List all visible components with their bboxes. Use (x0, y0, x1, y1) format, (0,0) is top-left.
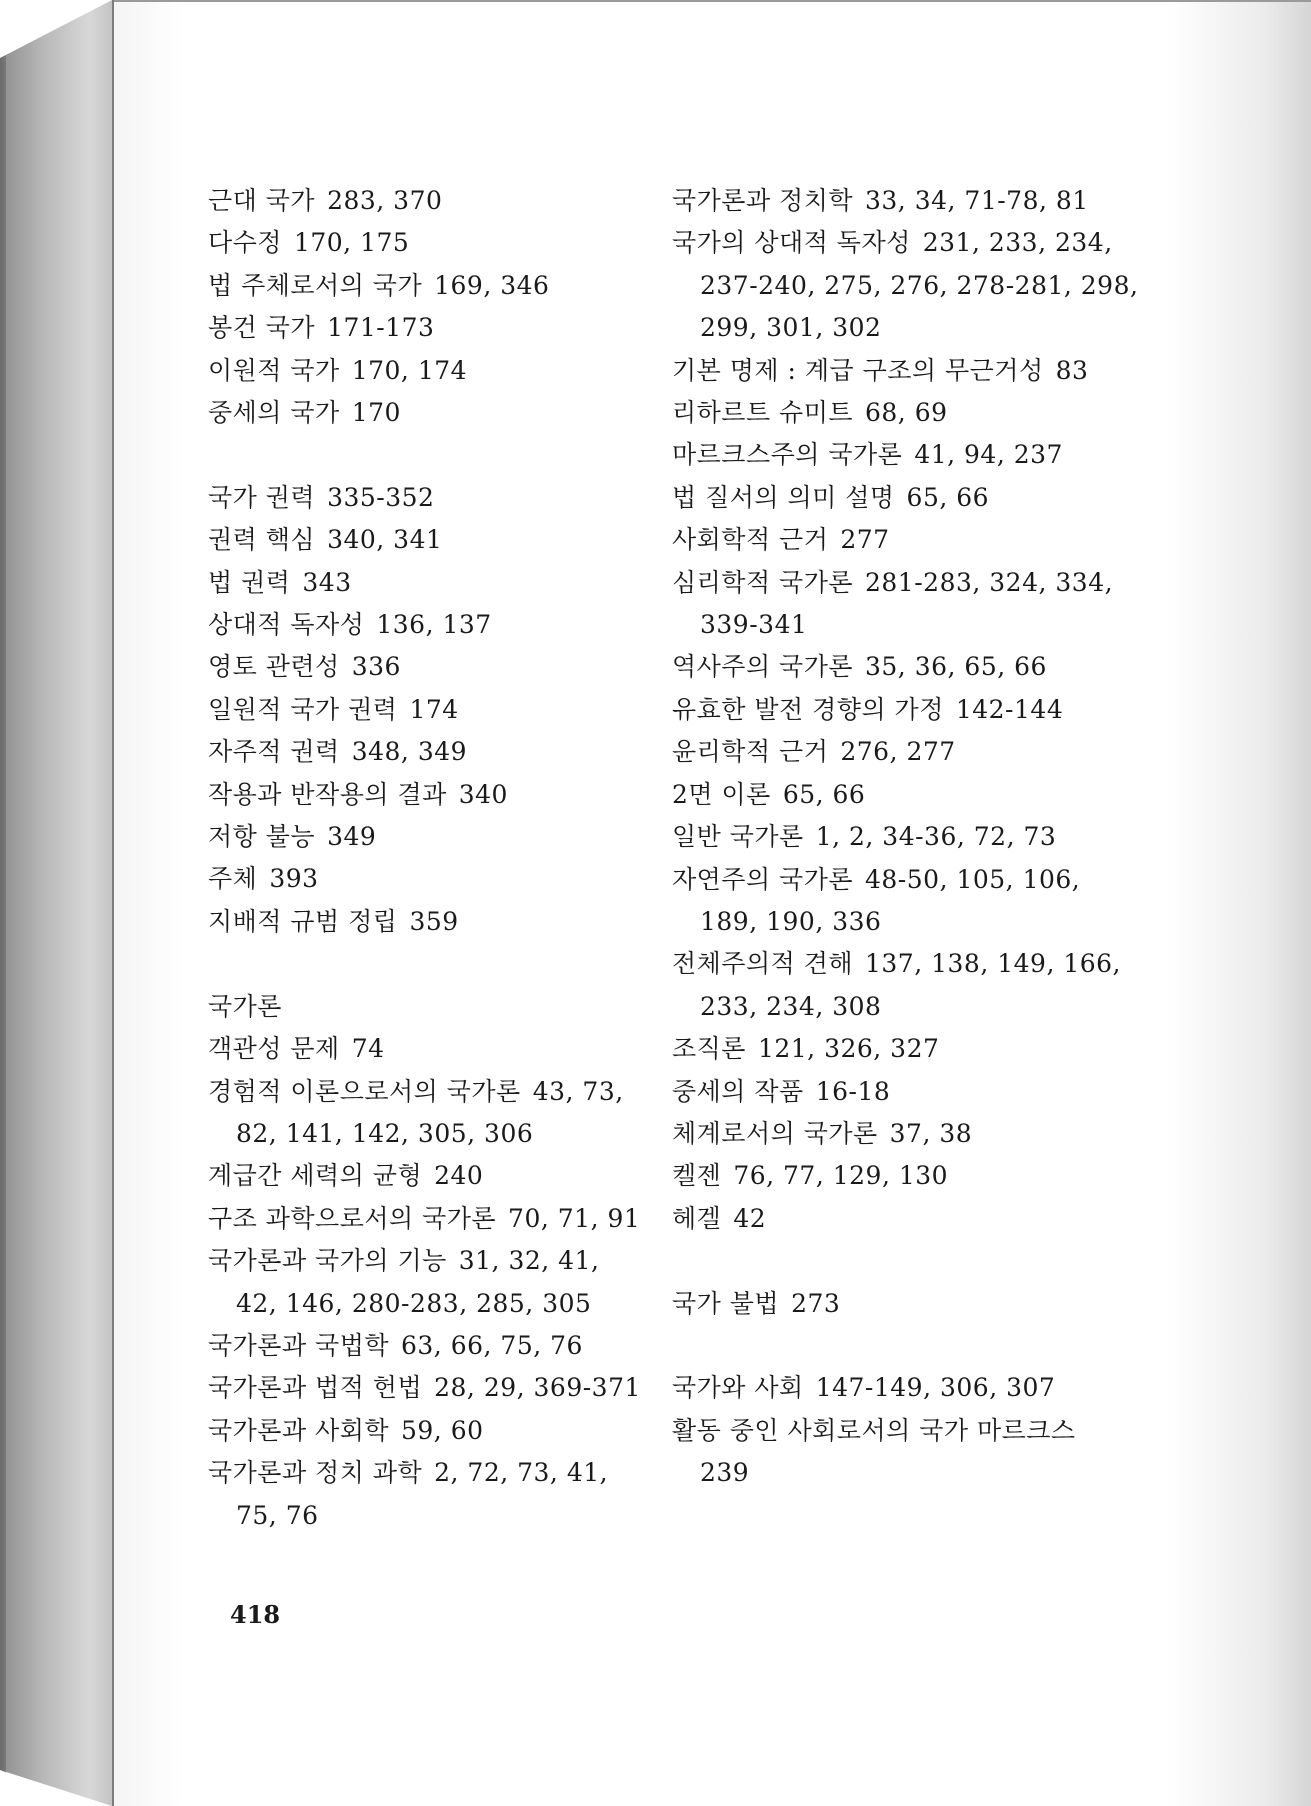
index-entry (672, 180, 1112, 222)
index-term: 켈젠 (672, 1161, 722, 1191)
index-gap (672, 1240, 1112, 1282)
index-entry (208, 858, 648, 900)
index-pages: 170 (351, 398, 401, 428)
index-entry (208, 1198, 648, 1240)
index-pages: 142-144 (955, 694, 1064, 724)
index-pages: 63, 66, 75, 76 (401, 1330, 583, 1360)
index-term: 역사주의 국가론 (672, 652, 853, 682)
index-gap (208, 943, 648, 985)
index-term: 리하르트 슈미트 (672, 398, 853, 428)
index-entry-continuation: 339-341 (700, 610, 808, 640)
index-entry (208, 1028, 648, 1070)
index-entry (672, 350, 1112, 392)
index-entry (208, 392, 648, 434)
index-term: 국가 권력 (208, 482, 316, 512)
index-term: 국가론 (208, 991, 282, 1021)
index-pages: 16-18 (815, 1076, 891, 1106)
index-pages: 231, 233, 234, (922, 228, 1113, 258)
index-entry (672, 519, 1112, 561)
index-entry (208, 1452, 648, 1494)
index-term: 자연주의 국가론 (672, 864, 853, 894)
index-entry (208, 816, 648, 858)
index-entry (672, 392, 1112, 434)
index-entry (672, 859, 1112, 901)
index-term: 국가론과 정치 과학 (208, 1458, 423, 1488)
index-term: 권력 핵심 (208, 525, 316, 555)
index-term: 활동 중인 사회로서의 국가 마르크스 (672, 1415, 1076, 1445)
index-entry (672, 1155, 1112, 1197)
index-pages: 31, 32, 41, (458, 1246, 600, 1276)
index-entry (672, 1410, 1112, 1452)
index-term: 주체 (208, 864, 258, 894)
index-entry (208, 1410, 648, 1452)
index-entry (208, 604, 648, 646)
index-term: 법 권력 (208, 567, 291, 597)
page-number: 418 (230, 1600, 281, 1629)
index-entry (208, 307, 648, 349)
index-pages: 1, 2, 34-36, 72, 73 (815, 822, 1057, 852)
index-entry-continuation: 239 (700, 1458, 750, 1488)
index-pages: 35, 36, 65, 66 (865, 652, 1047, 682)
index-gap (672, 1325, 1112, 1367)
index-entry (672, 943, 1121, 985)
index-pages: 74 (351, 1034, 385, 1064)
index-term: 자주적 권력 (208, 737, 340, 767)
index-entry (672, 477, 1112, 519)
index-pages: 335-352 (327, 482, 435, 512)
index-term: 봉건 국가 (208, 313, 316, 343)
index-pages: 393 (269, 864, 319, 894)
index-entry (208, 646, 648, 688)
index-entry (672, 646, 1112, 688)
index-term: 조직론 (672, 1034, 746, 1064)
index-pages: 283, 370 (327, 186, 443, 215)
index-entry (208, 689, 648, 731)
index-term: 국가와 사회 (672, 1373, 804, 1403)
index-term: 영토 관련성 (208, 652, 340, 682)
index-pages: 277 (840, 525, 890, 555)
index-entry (672, 562, 1112, 604)
index-pages: 28, 29, 369-371 (434, 1373, 641, 1403)
index-pages: 76, 77, 129, 130 (733, 1161, 949, 1191)
index-term: 이원적 국가 (208, 355, 340, 385)
index-term: 일원적 국가 권력 (208, 694, 398, 724)
index-term: 국가론과 국가의 기능 (208, 1246, 447, 1276)
index-pages: 37, 38 (889, 1118, 973, 1148)
index-pages: 171-173 (327, 313, 435, 343)
index-term: 기본 명제 : 계급 구조의 무근거성 (672, 355, 1044, 385)
index-pages: 65, 66 (782, 779, 866, 809)
index-pages: 33, 34, 71-78, 81 (865, 186, 1089, 215)
index-pages: 42 (733, 1203, 767, 1233)
index-pages: 136, 137 (376, 610, 492, 640)
index-term: 일반 국가론 (672, 822, 804, 852)
index-pages: 137, 138, 149, 166, (865, 949, 1121, 979)
index-entry (672, 731, 1112, 773)
index-term: 심리학적 국가론 (672, 567, 853, 597)
index-pages: 65, 66 (906, 482, 990, 512)
index-entry (208, 1155, 648, 1197)
index-pages: 240 (434, 1161, 484, 1191)
index-entry (208, 731, 648, 773)
index-term: 다수정 (208, 228, 282, 258)
index-entry-continuation: 75, 76 (236, 1500, 319, 1530)
index-entry (208, 350, 648, 392)
index-entry-continuation: 299, 301, 302 (700, 313, 882, 343)
index-entry-continuation: 42, 146, 280-283, 285, 305 (236, 1288, 592, 1318)
index-term: 유효한 발전 경향의 가정 (672, 694, 944, 724)
index-entry (208, 519, 648, 561)
book-spine (0, 0, 112, 1806)
index-entry (208, 1325, 648, 1367)
index-entry (672, 434, 1112, 476)
index-pages: 147-149, 306, 307 (815, 1373, 1056, 1403)
index-pages: 2, 72, 73, 41, (434, 1458, 609, 1488)
index-gap (208, 434, 648, 476)
index-pages: 83 (1055, 355, 1089, 385)
index-entry (672, 1113, 1112, 1155)
index-entry (672, 816, 1112, 858)
index-term: 윤리학적 근거 (672, 737, 829, 767)
index-pages: 343 (302, 567, 352, 597)
index-entry-continuation: 237-240, 275, 276, 278-281, 298, (700, 270, 1139, 300)
index-term: 중세의 국가 (208, 398, 340, 428)
index-entry (208, 774, 648, 816)
index-term: 국가론과 정치학 (672, 186, 853, 215)
index-entry (208, 901, 648, 943)
index-pages: 70, 71, 91 (508, 1203, 641, 1233)
index-entry-continuation: 189, 190, 336 (700, 906, 882, 936)
index-pages: 121, 326, 327 (757, 1034, 940, 1064)
index-entry-continuation: 82, 141, 142, 305, 306 (236, 1118, 534, 1148)
index-entry (672, 1071, 1112, 1113)
index-entry (672, 1283, 1112, 1325)
index-entry (208, 986, 648, 1028)
index-term: 국가론과 법적 헌법 (208, 1373, 423, 1403)
index-entry (208, 222, 648, 264)
index-pages: 43, 73, (532, 1076, 624, 1106)
index-entry (208, 265, 648, 307)
index-pages: 349 (327, 822, 377, 852)
index-pages: 340, 341 (327, 525, 443, 555)
index-pages: 348, 349 (351, 737, 468, 767)
index-entry (672, 1028, 1112, 1070)
index-term: 저항 불능 (208, 822, 316, 852)
index-term: 사회학적 근거 (672, 525, 829, 555)
index-term: 전체주의적 견해 (672, 949, 853, 979)
index-term: 법 질서의 의미 설명 (672, 482, 895, 512)
index-term: 경험적 이론으로서의 국가론 (208, 1076, 521, 1106)
page-fold-line (112, 0, 114, 1806)
index-entry (208, 1071, 648, 1113)
index-column-right (672, 180, 1139, 1495)
index-pages: 170, 175 (293, 228, 410, 258)
index-term: 국가론과 사회학 (208, 1415, 389, 1445)
index-entry (208, 1240, 648, 1282)
index-term: 법 주체로서의 국가 (208, 270, 423, 300)
index-term: 지배적 규범 정립 (208, 906, 398, 936)
index-pages: 170, 174 (351, 355, 468, 385)
index-pages: 340 (458, 779, 508, 809)
index-term: 국가 불법 (672, 1288, 780, 1318)
index-entry (672, 774, 1112, 816)
index-term: 마르크스주의 국가론 (672, 440, 903, 470)
index-term: 중세의 작품 (672, 1076, 804, 1106)
index-term: 근대 국가 (208, 186, 316, 215)
index-term: 작용과 반작용의 결과 (208, 779, 447, 809)
index-pages: 174 (409, 694, 459, 724)
index-pages: 273 (791, 1288, 841, 1318)
index-term: 상대적 독자성 (208, 610, 365, 640)
index-term: 계급간 세력의 균형 (208, 1161, 423, 1191)
index-entry (208, 477, 648, 519)
index-entry (672, 1198, 1112, 1240)
index-column-left (208, 180, 648, 1537)
index-pages: 359 (409, 906, 459, 936)
index-term: 국가의 상대적 독자성 (672, 228, 911, 258)
index-entry-continuation: 233, 234, 308 (700, 991, 882, 1021)
index-pages: 48-50, 105, 106, (865, 864, 1081, 894)
index-entry (672, 1367, 1112, 1409)
index-term: 구조 과학으로서의 국가론 (208, 1203, 497, 1233)
index-entry (208, 180, 648, 222)
index-pages: 59, 60 (401, 1415, 484, 1445)
index-pages: 336 (351, 652, 401, 682)
index-term: 국가론과 국법학 (208, 1330, 389, 1360)
index-entry (672, 689, 1112, 731)
index-pages: 68, 69 (865, 398, 948, 428)
index-term: 객관성 문제 (208, 1034, 340, 1064)
index-entry (208, 1367, 648, 1409)
index-term: 체계로서의 국가론 (672, 1118, 878, 1148)
index-term: 2면 이론 (672, 779, 771, 809)
index-pages: 169, 346 (434, 270, 550, 300)
index-pages: 41, 94, 237 (914, 440, 1063, 470)
index-entry (208, 562, 648, 604)
index-entry (672, 222, 1112, 264)
index-pages: 276, 277 (840, 737, 956, 767)
index-term: 헤겔 (672, 1203, 722, 1233)
index-pages: 281-283, 324, 334, (865, 567, 1114, 597)
